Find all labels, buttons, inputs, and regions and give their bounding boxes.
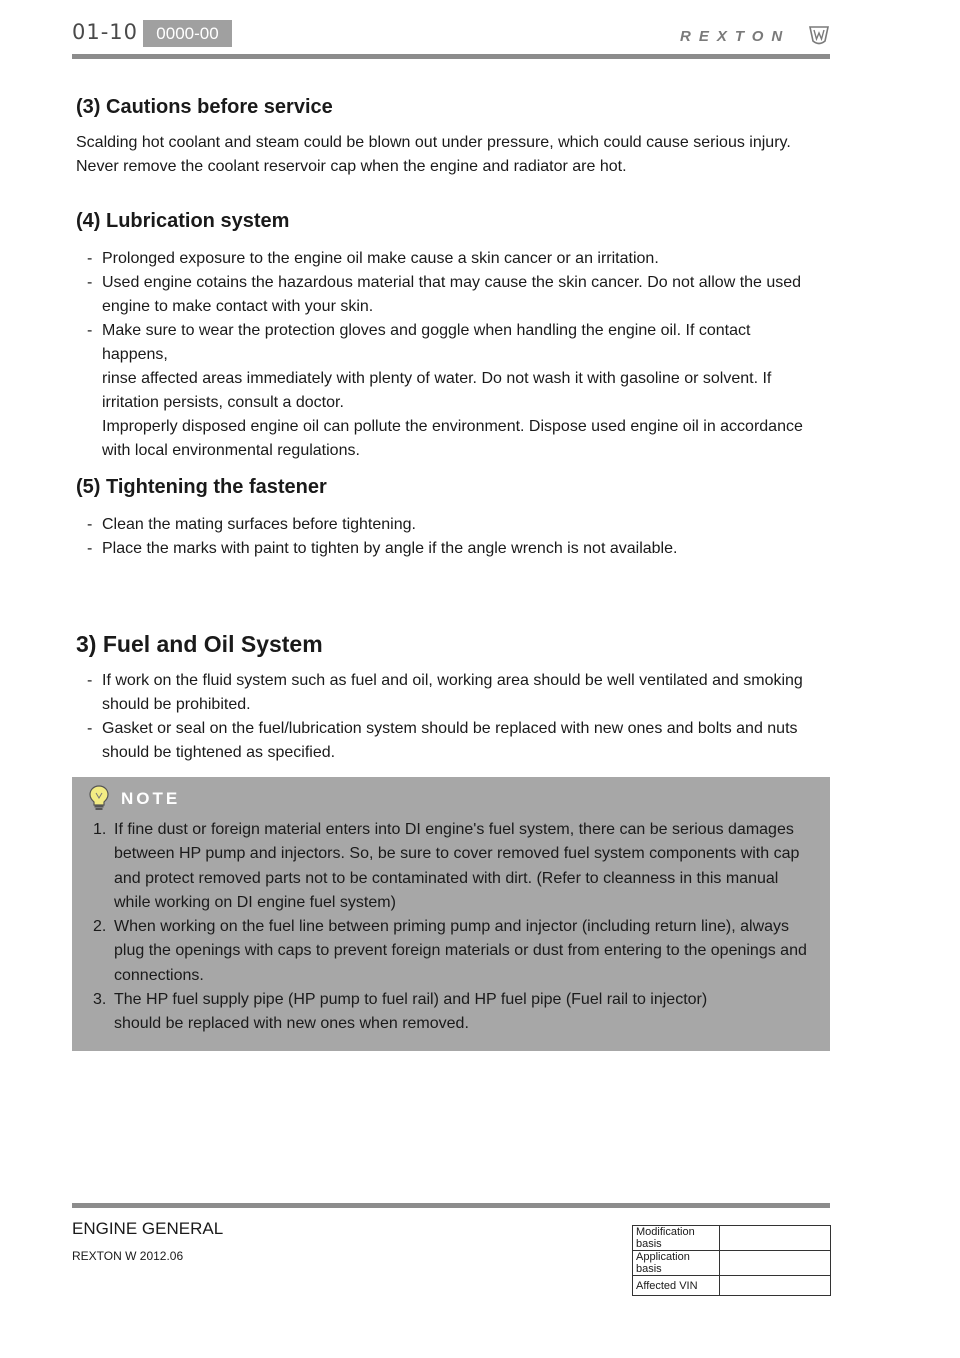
heading-lubrication: (4) Lubrication system (76, 210, 290, 232)
fastener-list (76, 513, 816, 561)
heading-fastener: (5) Tightening the fastener (76, 476, 327, 498)
table-row: Application basis (633, 1251, 831, 1276)
cautions-line: Never remove the coolant reservoir cap when the engine and radiator are hot. (76, 158, 627, 175)
heading-cautions: (3) Cautions before service (76, 96, 333, 118)
list-item: - Prolonged exposure to the engine oil make cause a skin cancer or an irritation. (76, 247, 816, 271)
list-item: - Used engine cotains the hazardous material that may cause the skin cancer. Do not allow the used engine to make contact with your skin. (76, 271, 816, 319)
modification-table (632, 1225, 831, 1296)
footer-model-date: REXTON W 2012.06 (72, 1249, 184, 1263)
header-divider (72, 54, 830, 59)
table-row: Affected VIN (633, 1276, 831, 1296)
footer-section-title: ENGINE GENERAL (72, 1219, 224, 1238)
list-item: - Gasket or seal on the fuel/lubrication system should be replaced with new ones and bolts and nuts should be tightened as specified. (76, 717, 816, 765)
list-item: - Place the marks with paint to tighten by angle if the angle wrench is not available. (76, 537, 816, 561)
table-row: Modification basis (633, 1226, 831, 1251)
page-number: 01-10 (72, 20, 139, 44)
note-title: NOTE (121, 789, 181, 808)
brand-logo (680, 24, 830, 48)
list-item: - Make sure to wear the protection gloves and goggle when handling the engine oil. If contact happens, rinse affected areas immediately with plenty of water. Do not wash it with gasoline or solvent. If irritation persists, consult a doctor. Improperly disposed engine oil can pollute the environment. Dispose used engine oil in accordance with local environmental regulations. (76, 319, 816, 463)
list-item: - If work on the fluid system such as fuel and oil, working area should be well ventilated and smoking should be prohibited. (76, 669, 816, 717)
section-code-badge: 0000-00 (143, 20, 232, 47)
footer-divider (72, 1203, 830, 1208)
note-item: 3. The HP fuel supply pipe (HP pump to fuel rail) and HP fuel pipe (Fuel rail to injector) should be replaced with new ones when removed. (88, 988, 823, 1037)
fuel-oil-list (76, 669, 816, 765)
cautions-line: Scalding hot coolant and steam could be blown out under pressure, which could cause serious injury. (76, 134, 791, 151)
note-number: 2. (93, 918, 107, 936)
cautions-text (76, 131, 836, 179)
list-item: - Clean the mating surfaces before tightening. (76, 513, 816, 537)
heading-fuel-oil-system: 3) Fuel and Oil System (76, 631, 323, 657)
note-item: 1. If fine dust or foreign material enters into DI engine's fuel system, there can be serious damages between HP pump and injectors. So, be sure to cover removed fuel system components with cap and protect removed parts not to be contaminated with dirt. (Refer to cleanness in this manual while working on DI engine fuel system) (88, 818, 823, 915)
note-number: 1. (93, 821, 107, 838)
lightbulb-icon (88, 784, 110, 812)
note-list (88, 818, 823, 1037)
note-number: 3. (93, 991, 107, 1009)
note-item: 2. When working on the fuel line between priming pump and injector (including return line), always plug the openings with caps to prevent foreign materials or dust from entering to the openings and connections. (88, 915, 823, 988)
lubrication-list (76, 247, 816, 463)
brand-wordmark: REXTON (680, 28, 791, 45)
